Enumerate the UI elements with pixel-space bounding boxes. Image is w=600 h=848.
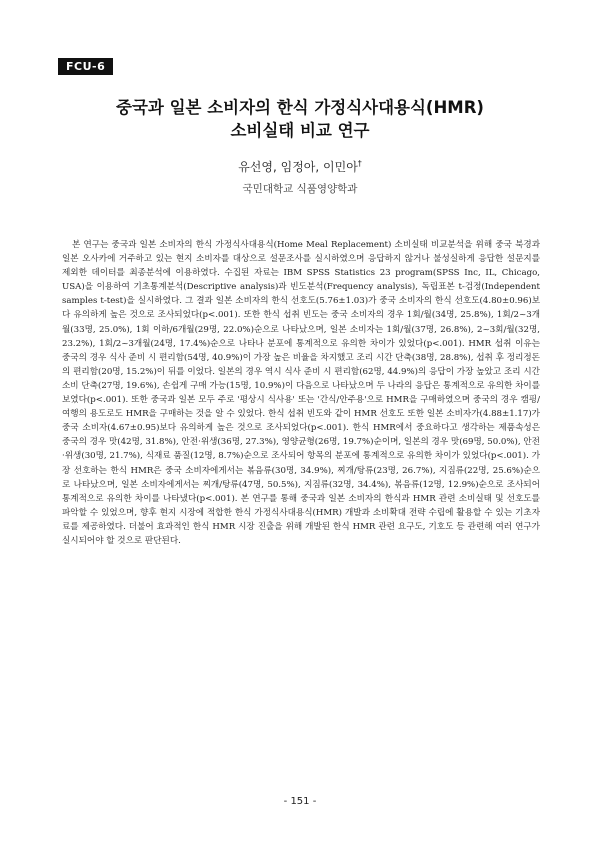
session-badge: FCU-6 bbox=[58, 58, 113, 75]
corresponding-mark: † bbox=[357, 159, 362, 168]
title-line-1: 중국과 일본 소비자의 한식 가정식사대용식(HMR) bbox=[116, 98, 484, 117]
page-number: - 151 - bbox=[283, 796, 317, 807]
paper-title bbox=[0, 96, 600, 142]
affiliation: 국민대학교 식품영양학과 bbox=[242, 183, 358, 195]
title-line-2: 소비실태 비교 연구 bbox=[230, 121, 370, 140]
author-list bbox=[0, 158, 600, 175]
abstract-body: 본 연구는 중국과 일본 소비자의 한식 가정식사대용식(Home Meal Replacement) 소비실태 비교분석을 위해 중국 북경과 일본 오사카에 거주하고 있는 현지 소비자를 대상으로 설문조사를 실시하였으며 응답하지 않거나 불성실하게 응답한 설문지를 제외한 데이터를 최종분석에 이용하였다. 수집된 자료는 IBM SPSS Statistics 23 program(SPSS Inc, IL, Chicago, USA)을 이용하여 기초통계분석(Descriptive analysis)과 빈도분석(Frequency analysis), 독립표본 t-검정(Independent samples t-test)을 실시하였다. 그 결과 일본 소비자의 한식 선호도(5.76±1.03)가 중국 소비자의 한식 선호도(4.80±0.96)보다 유의하게 높은 것으로 조사되었다(p<.001). 또한 한식 섭취 빈도는 중국 소비자의 경우 1회/월(34명, 25.8%), 1회/2~3개월(33명, 25.0%), 1회 이하/6개월(29명, 22.0%)순으로 나타났으며, 일본 소비자는 1회/월(37명, 26.8%), 2~3회/월(32명, 23.2%), 1회/2~3개월(24명, 17.4%)순으로 나타나 분포에 통계적으로 유의한 차이가 있었다(p<.001). HMR 섭취 이유는 중국의 경우 식사 준비 시 편리함(54명, 40.9%)이 가장 높은 비율을 차지했고 조리 시간 단축(38명, 28.8%), 섭취 후 정리정돈의 편리함(20명, 15.2%)이 뒤를 이었다. 일본의 경우 역시 식사 준비 시 편리함(62명, 44.9%)의 응답이 가장 높았고 조리 시간 소비 단축(27명, 19.6%), 손쉽게 구매 가능(15명, 10.9%)이 다음으로 나타났으며 두 나라의 응답은 통계적으로 유의한 차이를 보였다(p<.001). 또한 중국과 일본 모두 주로 '평상시 식사용' 또는 '간식/안주용'으로 HMR을 구매하였으며 중국의 경우 캠핑/여행의 용도로도 HMR을 구매하는 것을 알 수 있었다. 한식 섭취 빈도와 같이 HMR 선호도 또한 일본 소비자가(4.88±1.17)가 중국 소비자(4.67±0.95)보다 유의하게 높은 것으로 조사되었다(p<.001). 한식 HMR에서 중요하다고 생각하는 제품속성은 중국의 경우 맛(42명, 31.8%), 안전·위생(36명, 27.3%), 영양균형(26명, 19.7%)순이며, 일본의 경우 맛(69명, 50.0%), 안전·위생(30명, 21.7%), 식재료 품질(12명, 8.7%)순으로 조사되어 항목의 분포에 통계적으로 유의한 차이가 있었다(p<.001). 가장 선호하는 한식 HMR은 중국 소비자에게서는 볶음류(30명, 34.9%), 찌개/탕류(23명, 26.7%), 지짐류(22명, 25.6%)순으로 나타났으며, 일본 소비자에게서는 찌개/탕류(47명, 50.5%), 지짐류(32명, 34.4%), 볶음류(12명, 12.9%)순으로 조사되어 통계적으로 유의한 차이를 나타냈다(p<.001). 본 연구를 통해 중국과 일본 소비자의 한식과 HMR 관련 소비실태 및 선호도를 파악할 수 있었으며, 향후 현지 시장에 적합한 한식 가정식사대용식(HMR) 개발과 소비확대 전략 수립에 활용할 수 있는 기초자료를 제공하였다. 더불어 효과적인 한식 HMR 시장 진출을 위해 개발된 한식 HMR 관련 요구도, 기호도 등 관련해 여러 연구가 실시되어야 할 것으로 판단된다. bbox=[62, 240, 540, 546]
author-names: 유선영, 임정아, 이민아 bbox=[238, 160, 358, 174]
